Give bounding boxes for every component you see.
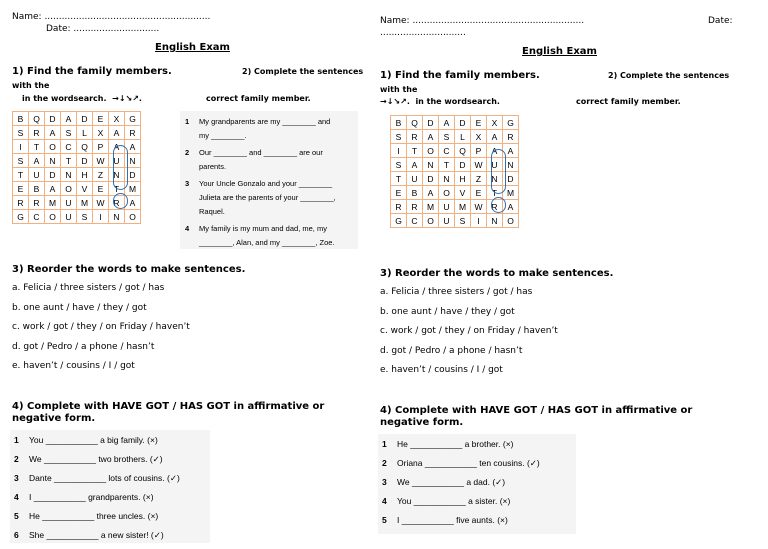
reorder-item: c. work / got / they / on Friday / haven’t: [380, 326, 558, 336]
have-got-item: [382, 458, 540, 477]
found-word-oval: [491, 149, 506, 194]
reorder-item: c. work / got / they / on Friday / haven’t: [12, 322, 190, 332]
grid-cell: T: [439, 158, 455, 172]
grid-cell: A: [487, 144, 503, 158]
grid-cell: M: [503, 186, 519, 200]
grid-cell: O: [125, 210, 141, 224]
grid-cell: D: [125, 168, 141, 182]
item-number: 3: [185, 179, 190, 188]
section2-line2: correct family member.: [576, 97, 681, 106]
grid-cell: T: [407, 144, 423, 158]
grid-cell: S: [13, 126, 29, 140]
item-text: She ___________ a new sister! (✓): [29, 530, 164, 540]
item-number: 2: [382, 458, 387, 468]
item-number: 2: [185, 148, 190, 157]
found-word-oval: [113, 145, 128, 190]
grid-cell: U: [109, 154, 125, 168]
grid-cell: A: [109, 126, 125, 140]
grid-cell: U: [61, 210, 77, 224]
section2-heading: 2) Complete the sentences: [608, 71, 730, 80]
reorder-item: d. got / Pedro / a phone / hasn’t: [12, 341, 155, 352]
have-got-item: [14, 511, 180, 530]
name-field: Name: ..........................................................: [12, 12, 211, 22]
grid-cell: N: [439, 172, 455, 186]
grid-cell: Q: [29, 112, 45, 126]
grid-cell: U: [61, 196, 77, 210]
grid-cell: A: [29, 154, 45, 168]
grid-cell: O: [45, 210, 61, 224]
item-text: We ___________ two brothers. (✓): [29, 454, 163, 464]
grid-cell: O: [439, 186, 455, 200]
grid-cell: U: [407, 172, 423, 186]
section4-heading-2: negative form.: [380, 417, 464, 428]
complete-sentence-item: [185, 115, 330, 143]
reorder-item: a. Felicia / three sisters / got / has: [12, 283, 165, 293]
reorder-item: b. one aunt / have / they / got: [12, 302, 147, 313]
grid-cell: D: [45, 168, 61, 182]
grid-cell: W: [93, 196, 109, 210]
grid-cell: G: [13, 210, 29, 224]
grid-cell: S: [61, 126, 77, 140]
grid-row: [391, 116, 519, 130]
section3-heading: 3) Reorder the words to make sentences.: [12, 264, 246, 275]
grid-cell: U: [29, 168, 45, 182]
have-got-item: [14, 530, 180, 549]
grid-row: [391, 130, 519, 144]
direction-arrows: →↓↘↗.: [380, 97, 410, 106]
item-text: He ___________ a brother. (×): [397, 439, 514, 449]
section2-heading: 2) Complete the sentences: [242, 67, 364, 76]
grid-cell: N: [61, 168, 77, 182]
grid-cell: L: [455, 130, 471, 144]
grid-cell: Q: [77, 140, 93, 154]
have-got-item: [14, 454, 180, 473]
grid-cell: I: [471, 214, 487, 228]
item-number: 2: [14, 454, 19, 464]
grid-cell: E: [471, 186, 487, 200]
grid-cell: S: [77, 210, 93, 224]
item-number: 6: [14, 530, 19, 540]
section2-line2: correct family member.: [206, 94, 311, 103]
grid-cell: A: [503, 200, 519, 214]
grid-cell: M: [45, 196, 61, 210]
item-number: 3: [14, 473, 19, 483]
sentence-line: ________, Alan, and my ________, Zoe.: [199, 238, 335, 247]
grid-cell: W: [471, 158, 487, 172]
grid-cell: P: [471, 144, 487, 158]
grid-cell: T: [391, 172, 407, 186]
grid-cell: M: [423, 200, 439, 214]
grid-cell: S: [391, 130, 407, 144]
grid-cell: X: [109, 112, 125, 126]
grid-cell: P: [93, 140, 109, 154]
grid-cell: N: [423, 158, 439, 172]
sentence-line: Your Uncle Gonzalo and your ________: [199, 179, 333, 188]
have-got-item: [14, 492, 180, 511]
grid-cell: C: [61, 140, 77, 154]
grid-cell: X: [93, 126, 109, 140]
grid-cell: D: [455, 158, 471, 172]
grid-cell: M: [455, 200, 471, 214]
section1-heading: 1) Find the family members.: [380, 70, 540, 81]
name-field: Name: ............................................................: [380, 16, 585, 26]
section1-line3: in the wordsearch. →↓↘↗.: [22, 94, 142, 103]
grid-cell: A: [423, 186, 439, 200]
date-field: Date:: [708, 16, 733, 26]
grid-cell: O: [503, 214, 519, 228]
grid-cell: A: [45, 126, 61, 140]
sentence-line: my ________.: [199, 131, 247, 140]
section1-line2: with the: [12, 81, 50, 90]
sentence-line: Our ________ and ________ are our: [199, 148, 323, 157]
grid-cell: Q: [455, 144, 471, 158]
reorder-item: e. haven’t / cousins / I / got: [12, 361, 135, 371]
grid-cell: D: [45, 112, 61, 126]
grid-cell: M: [77, 196, 93, 210]
grid-cell: C: [29, 210, 45, 224]
reorder-item: a. Felicia / three sisters / got / has: [380, 287, 533, 297]
grid-cell: I: [93, 210, 109, 224]
grid-cell: A: [45, 182, 61, 196]
have-got-item: [382, 477, 540, 496]
grid-cell: R: [13, 196, 29, 210]
sentence-line: My family is my mum and dad, me, my: [199, 224, 327, 233]
have-got-list: [14, 435, 180, 549]
grid-cell: L: [77, 126, 93, 140]
grid-cell: R: [407, 130, 423, 144]
grid-cell: X: [487, 116, 503, 130]
item-number: 1: [14, 435, 19, 445]
item-text: I ___________ grandparents. (×): [29, 492, 154, 502]
grid-cell: A: [503, 144, 519, 158]
grid-cell: H: [77, 168, 93, 182]
grid-cell: M: [125, 182, 141, 196]
grid-cell: A: [487, 130, 503, 144]
grid-cell: O: [423, 214, 439, 228]
found-word-oval: [491, 197, 506, 213]
item-text: He ___________ three uncles. (×): [29, 511, 159, 521]
item-number: 4: [185, 224, 190, 233]
grid-cell: N: [487, 214, 503, 228]
sentence-line: parents.: [199, 162, 227, 171]
item-text: We ___________ a dad. (✓): [397, 477, 506, 487]
have-got-item: [14, 473, 180, 492]
grid-cell: U: [439, 200, 455, 214]
grid-cell: I: [13, 140, 29, 154]
have-got-item: [14, 435, 180, 454]
grid-cell: A: [125, 196, 141, 210]
grid-cell: O: [61, 182, 77, 196]
item-text: Dante ___________ lots of cousins. (✓): [29, 473, 180, 483]
grid-cell: S: [391, 158, 407, 172]
grid-cell: O: [423, 144, 439, 158]
grid-cell: Q: [407, 116, 423, 130]
grid-cell: H: [455, 172, 471, 186]
grid-cell: R: [29, 126, 45, 140]
grid-cell: T: [109, 182, 125, 196]
grid-cell: S: [455, 214, 471, 228]
section4-heading-2: negative form.: [12, 413, 96, 424]
grid-cell: N: [503, 158, 519, 172]
grid-cell: A: [109, 140, 125, 154]
section3-heading: 3) Reorder the words to make sentences.: [380, 268, 614, 279]
complete-sentence-item: [185, 177, 336, 219]
grid-cell: S: [13, 154, 29, 168]
date-dots: ..............................: [380, 28, 466, 38]
page-title: English Exam: [522, 46, 597, 57]
reorder-item: e. haven’t / cousins / I / got: [380, 365, 503, 375]
item-number: 1: [185, 117, 190, 126]
grid-row: [391, 214, 519, 228]
grid-cell: B: [391, 116, 407, 130]
grid-cell: R: [503, 130, 519, 144]
grid-row: [13, 112, 141, 126]
grid-cell: U: [487, 158, 503, 172]
grid-cell: S: [439, 130, 455, 144]
grid-cell: R: [29, 196, 45, 210]
item-text: You ___________ a sister. (×): [397, 496, 511, 506]
grid-cell: D: [423, 116, 439, 130]
grid-cell: A: [407, 158, 423, 172]
grid-cell: N: [109, 168, 125, 182]
grid-cell: T: [13, 168, 29, 182]
direction-arrows: →↓↘↗.: [112, 94, 142, 103]
grid-cell: R: [109, 196, 125, 210]
grid-cell: D: [77, 154, 93, 168]
grid-row: [13, 210, 141, 224]
item-number: 3: [382, 477, 387, 487]
grid-cell: D: [455, 116, 471, 130]
have-got-item: [382, 439, 540, 458]
section1-heading: 1) Find the family members.: [12, 66, 172, 77]
grid-cell: G: [391, 214, 407, 228]
grid-cell: R: [125, 126, 141, 140]
grid-cell: E: [471, 116, 487, 130]
sentence-line: Julieta are the parents of your ________,: [199, 193, 336, 202]
section1-line3: →↓↘↗. in the wordsearch.: [380, 97, 500, 106]
complete-sentence-item: [185, 146, 323, 174]
grid-cell: B: [407, 186, 423, 200]
have-got-item: [382, 515, 540, 534]
section4-heading-1: 4) Complete with HAVE GOT / HAS GOT in affirmative or: [12, 401, 325, 412]
grid-cell: R: [407, 200, 423, 214]
grid-cell: B: [13, 112, 29, 126]
grid-cell: V: [77, 182, 93, 196]
reorder-list: [12, 283, 190, 381]
item-text: You ___________ a big family. (×): [29, 435, 158, 445]
grid-cell: A: [61, 112, 77, 126]
grid-cell: U: [439, 214, 455, 228]
grid-cell: T: [61, 154, 77, 168]
item-number: 5: [14, 511, 19, 521]
found-word-oval: [113, 193, 128, 209]
section4-heading-1: 4) Complete with HAVE GOT / HAS GOT in affirmative or: [380, 405, 693, 416]
grid-cell: N: [487, 172, 503, 186]
complete-sentence-item: [185, 222, 335, 250]
grid-cell: A: [423, 130, 439, 144]
grid-cell: D: [503, 172, 519, 186]
grid-cell: A: [439, 116, 455, 130]
grid-cell: E: [13, 182, 29, 196]
grid-cell: N: [125, 154, 141, 168]
sentence-line: Raquel.: [199, 207, 225, 216]
grid-cell: B: [29, 182, 45, 196]
have-got-item: [382, 496, 540, 515]
grid-cell: T: [29, 140, 45, 154]
date-field: Date: ..............................: [46, 24, 160, 34]
item-number: 1: [382, 439, 387, 449]
reorder-item: d. got / Pedro / a phone / hasn’t: [380, 345, 523, 356]
section1-line2: with the: [380, 85, 418, 94]
grid-cell: O: [45, 140, 61, 154]
grid-cell: D: [77, 112, 93, 126]
grid-cell: C: [407, 214, 423, 228]
grid-cell: R: [487, 200, 503, 214]
grid-cell: R: [391, 200, 407, 214]
grid-cell: G: [125, 112, 141, 126]
grid-cell: N: [109, 210, 125, 224]
grid-cell: E: [391, 186, 407, 200]
grid-cell: Z: [471, 172, 487, 186]
grid-cell: C: [439, 144, 455, 158]
sentence-line: My grandparents are my ________ and: [199, 117, 331, 126]
grid-cell: E: [93, 112, 109, 126]
reorder-item: b. one aunt / have / they / got: [380, 306, 515, 317]
grid-cell: A: [125, 140, 141, 154]
grid-row: [13, 126, 141, 140]
grid-cell: D: [423, 172, 439, 186]
reorder-list: [380, 287, 558, 385]
grid-cell: X: [471, 130, 487, 144]
have-got-list: [382, 439, 540, 534]
grid-cell: I: [391, 144, 407, 158]
item-number: 4: [382, 496, 387, 506]
item-text: Oriana ___________ ten cousins. (✓): [397, 458, 540, 468]
grid-cell: E: [93, 182, 109, 196]
grid-cell: Z: [93, 168, 109, 182]
grid-cell: T: [487, 186, 503, 200]
grid-cell: W: [93, 154, 109, 168]
grid-cell: W: [471, 200, 487, 214]
page-title: English Exam: [155, 42, 230, 53]
item-number: 4: [14, 492, 19, 502]
grid-cell: N: [45, 154, 61, 168]
item-number: 5: [382, 515, 387, 525]
item-text: I ___________ five aunts. (×): [397, 515, 508, 525]
grid-cell: G: [503, 116, 519, 130]
grid-cell: V: [455, 186, 471, 200]
